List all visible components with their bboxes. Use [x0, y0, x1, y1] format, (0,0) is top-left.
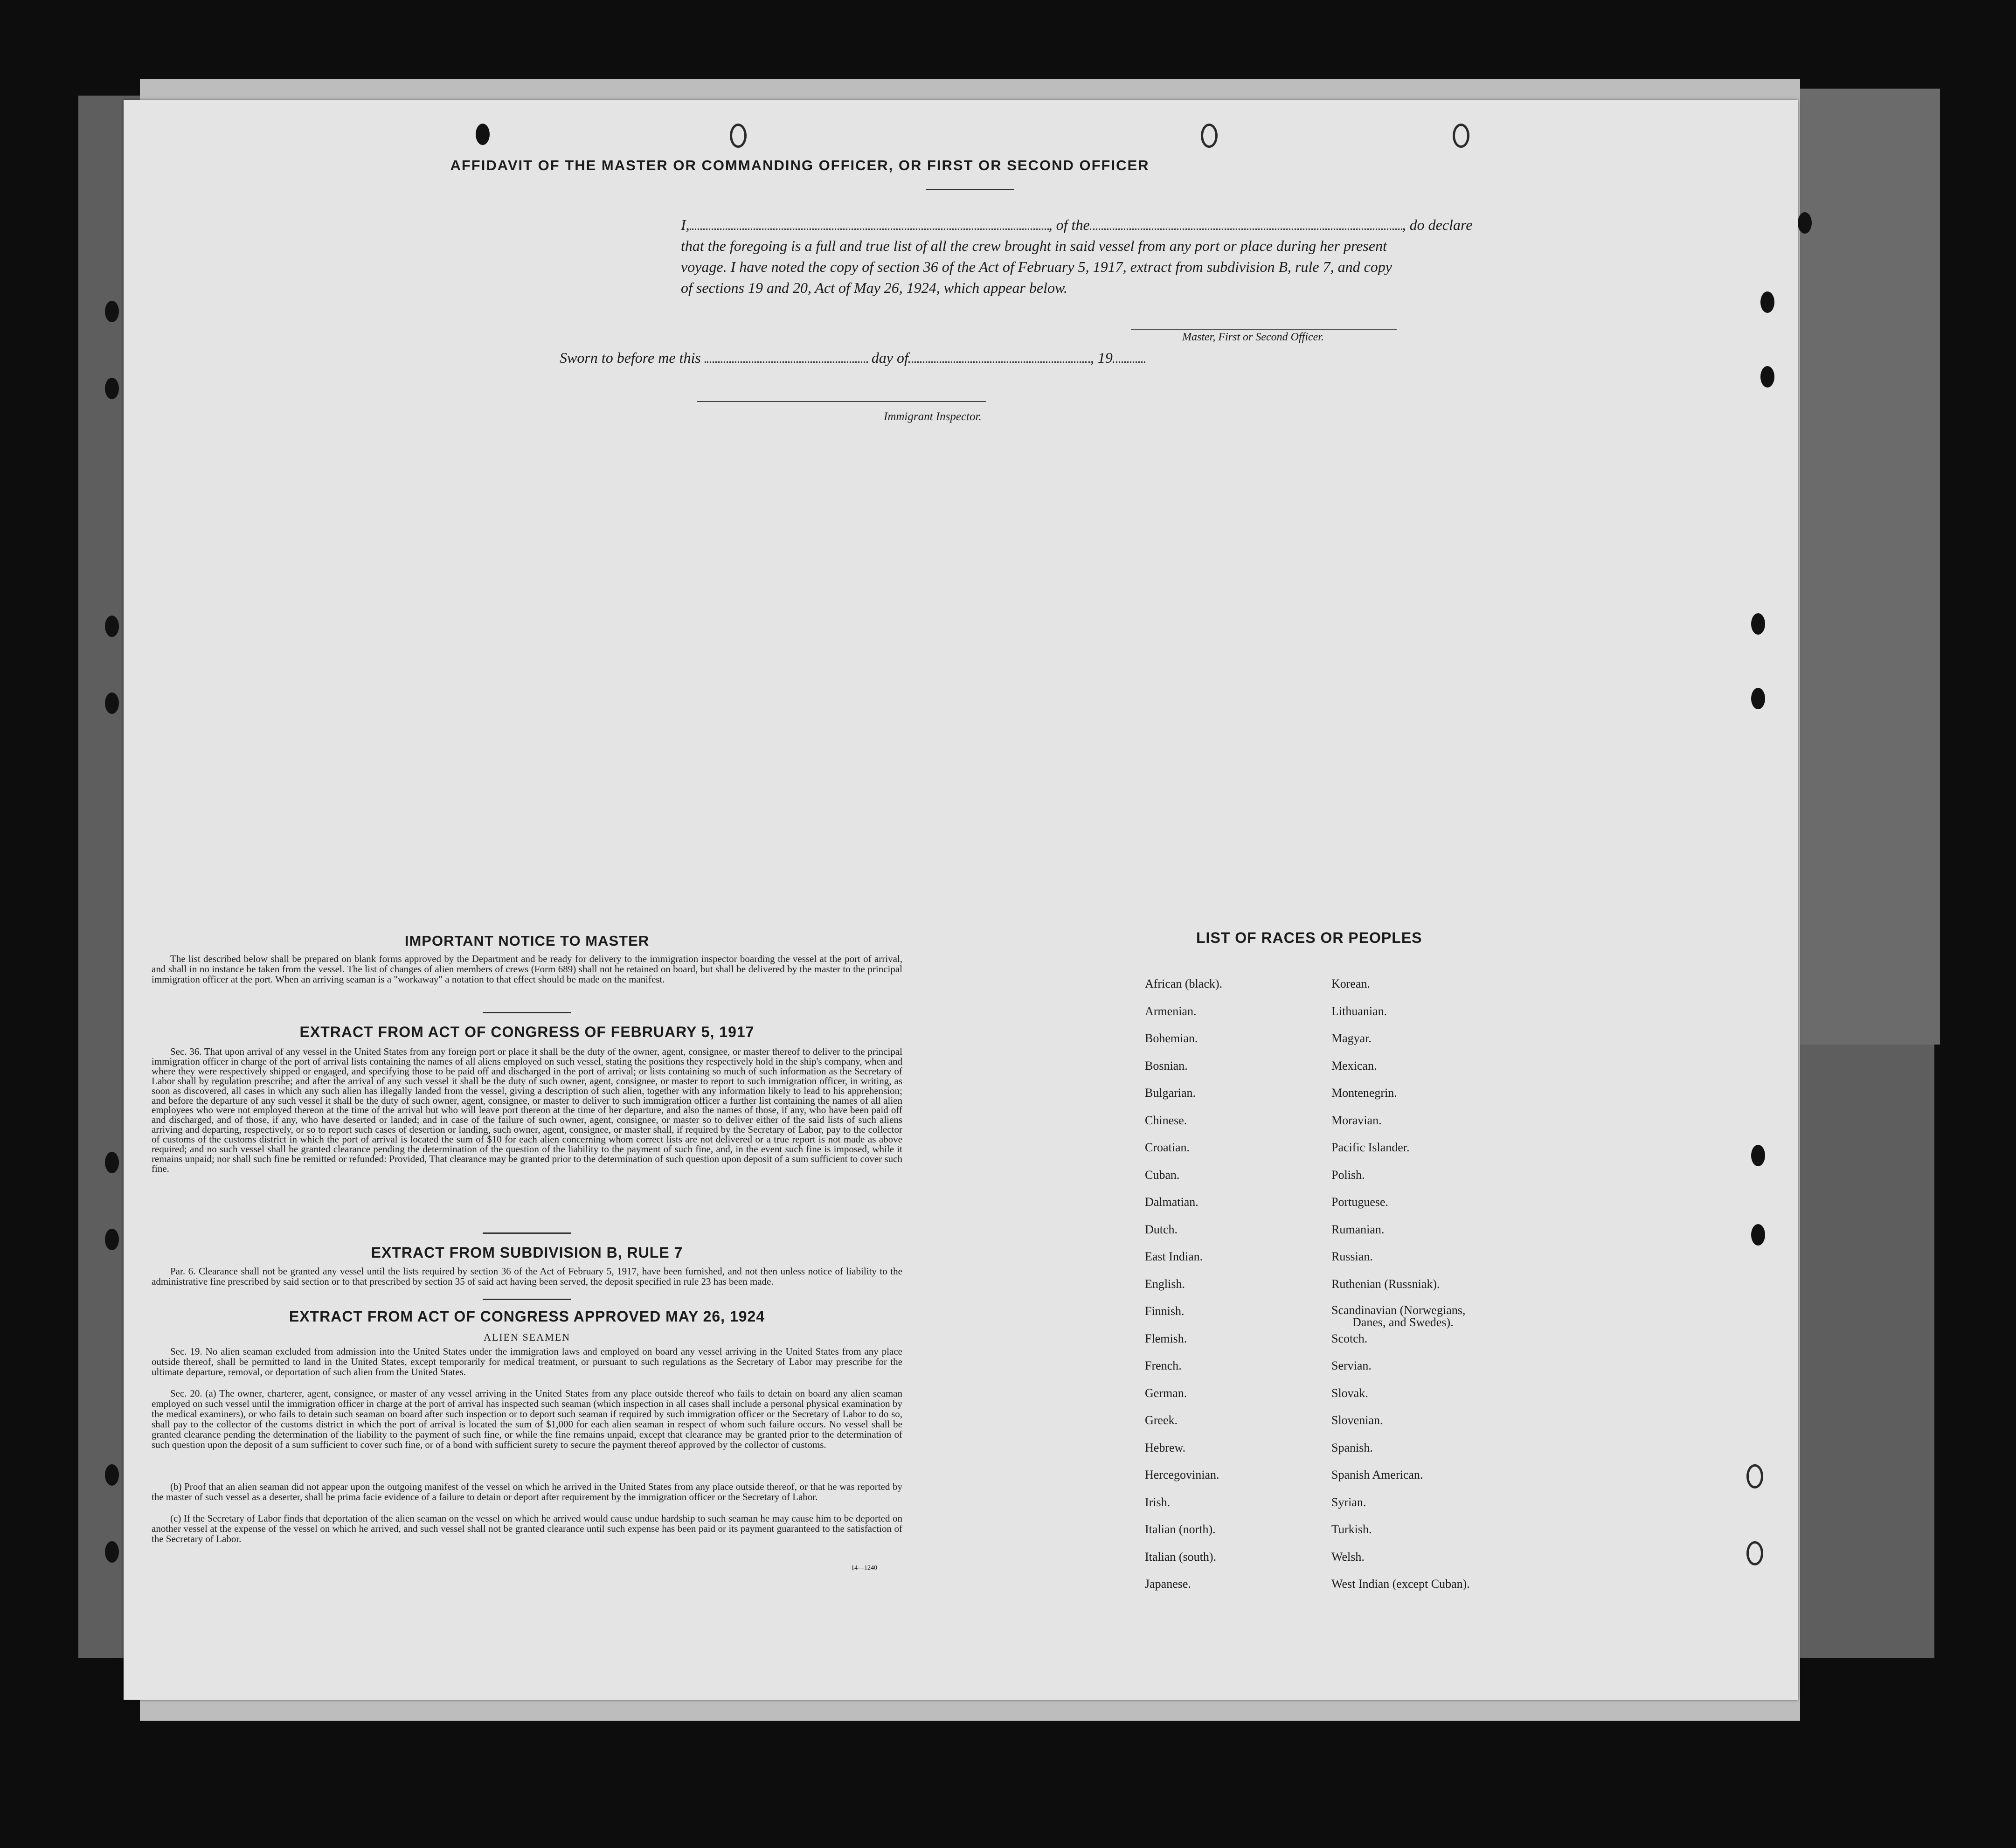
punch-hole-icon	[1746, 1541, 1763, 1565]
affidavit-title-rule	[926, 189, 1014, 190]
punch-hole-icon	[1201, 124, 1218, 148]
punch-hole-icon	[1751, 613, 1765, 635]
race-item: Polish.	[1331, 1168, 1365, 1182]
race-item: Spanish.	[1331, 1440, 1373, 1454]
race-item: Greek.	[1145, 1413, 1178, 1427]
extract-1917-title: EXTRACT FROM ACT OF CONGRESS OF FEBRUARY 5, 1917	[299, 1024, 755, 1040]
extract-1917-rule	[483, 1232, 571, 1234]
race-item: Lithuanian.	[1331, 1004, 1387, 1018]
master-signature-label: Master, First or Second Officer.	[1182, 331, 1324, 343]
notice-text: The list described below shall be prepared on blank forms approved by the Department and be ready for delivery to the immigration inspector boarding the vessel at the port of arrival, and shall in no instance be taken from the vessel. The list of changes of alien members of crews (Form 689) shall not be retained on board, but shall be delivered by the master to the principal immigration officer at the port. When an arriving seaman is a "workaway" a notation to that effect should be made on the manifest.	[152, 953, 902, 985]
race-item: Bulgarian.	[1145, 1086, 1196, 1100]
race-item: East Indian.	[1145, 1250, 1203, 1263]
race-item: Portuguese.	[1331, 1195, 1389, 1209]
race-item: Dalmatian.	[1145, 1195, 1199, 1209]
race-item: Mexican.	[1331, 1059, 1377, 1073]
race-item-line: Scandinavian (Norwegians,	[1331, 1303, 1466, 1317]
race-item: Japanese.	[1145, 1577, 1191, 1591]
affidavit-line-2: that the foregoing is a full and true list of all the crew brought in said vessel from any port or place during her present	[681, 237, 1387, 254]
sworn-year-prefix: , 19	[1090, 349, 1113, 366]
punch-hole-icon	[105, 1229, 119, 1250]
punch-hole-icon	[105, 1152, 119, 1173]
sworn-year-blank[interactable]	[1113, 349, 1145, 363]
sworn-day-of: day of	[871, 349, 908, 366]
punch-hole-icon	[105, 692, 119, 714]
extract-1924-sec20a: Sec. 20. (a) The owner, charterer, agent, consignee, or master of any vessel arriving in the United States from any place outside thereof who fails to detain on board any alien seaman employed on such vessel until the immigration officer in charge at the port of arrival has inspected such seaman (which inspection in all cases shall include a personal physical examination by the medical examiners), or who fails to detain such seaman on board after such inspection or to deport such seaman if required by such immigration officer or the Secretary of Labor to do so, shall pay to the collector of the customs district in which the port of arrival is located the sum of $1,000 for each alien seaman in respect of whom such failure occurs. No vessel shall be granted clearance pending the determination of the liability to the payment of such fine, or while the fine remains unpaid, except that clearance may be granted prior to the determination of such question upon the deposit of a sum sufficient to cover such fine, or of a bond with sufficient surety to secure the payment thereof approved by the collector of customs.	[152, 1388, 902, 1450]
race-item: Armenian.	[1145, 1004, 1197, 1018]
inspector-label: Immigrant Inspector.	[884, 410, 982, 423]
affidavit-title: AFFIDAVIT OF THE MASTER OR COMMANDING OFFICER, OR FIRST OR SECOND OFFICER	[450, 157, 1150, 173]
race-item: Finnish.	[1145, 1304, 1185, 1318]
race-item: Syrian.	[1331, 1495, 1366, 1509]
race-item: French.	[1145, 1359, 1182, 1372]
affidavit-line-4: of sections 19 and 20, Act of May 26, 1924, which appear below.	[681, 279, 1067, 296]
race-item: Magyar.	[1331, 1031, 1372, 1045]
race-item: Spanish American.	[1331, 1468, 1423, 1481]
punch-hole-icon	[1453, 124, 1469, 148]
race-item: Dutch.	[1145, 1222, 1178, 1236]
race-item: West Indian (except Cuban).	[1331, 1577, 1470, 1591]
extract-rule7-title: EXTRACT FROM SUBDIVISION B, RULE 7	[371, 1244, 683, 1261]
punch-hole-icon	[1751, 1224, 1765, 1246]
race-item: Montenegrin.	[1331, 1086, 1397, 1100]
punch-hole-icon	[105, 1464, 119, 1486]
races-title: LIST OF RACES OR PEOPLES	[1196, 929, 1422, 946]
extract-1924-subtitle: ALIEN SEAMEN	[484, 1331, 570, 1343]
race-item-line: Danes, and Swedes).	[1352, 1315, 1454, 1329]
inspector-signature-line[interactable]	[697, 401, 986, 402]
race-item: Bohemian.	[1145, 1031, 1198, 1045]
race-item-scandinavian	[1331, 1304, 1593, 1332]
punch-hole-icon	[105, 301, 119, 322]
race-item: Scotch.	[1331, 1331, 1368, 1345]
extract-1924-sec20b: (b) Proof that an alien seaman did not appear upon the outgoing manifest of the vessel on which he arrived in the United States from any place outside thereof, or that he was reported by the master of such vessel as a deserter, shall be prima facie evidence of a failure to detain or deport after requirement by the immigration officer or the Secretary of Labor.	[152, 1481, 902, 1502]
race-item: English.	[1145, 1277, 1185, 1291]
race-item: Irish.	[1145, 1495, 1171, 1509]
extract-1917-text: Sec. 36. That upon arrival of any vessel in the United States from any foreign port or place it shall be the duty of the owner, agent, consignee, or master thereof to deliver to the principal immigration officer in charge of the port of arrival lists containing the names of all aliens employed on such vessel, stating the positions they respectively hold in the ship's company, when and where they were respectively shipped or engaged, and specifying those to be paid off and discharged in the port of arrival; or lists containing so much of such information as the Secretary of Labor shall by regulation prescribe; and after the arrival of any such vessel it shall be the duty of such owner, agent, consignee, or master to report to such immigration officer, in writing, as soon as discovered, all cases in which any such alien has illegally landed from the vessel, giving a description of such alien, together with any information likely to lead to his apprehension; and before the departure of any such vessel it shall be the duty of such owner, agent, consignee, or master to deliver to such immigration officer a further list containing the names of all alien employees who were not employed thereon at the time of the arrival but who will leave port thereon at the time of her departure, and also the names of those, if any, who have been paid off and discharged, and of those, if any, who have deserted or landed; and in case of the failure of such owner, agent, consignee, or master so to deliver either of the said lists of such aliens arriving and departing, respectively, or so to report such cases of desertion or landing, such owner, agent, consignee, or master shall, if required by the Secretary of Labor, pay to the collector of customs of the customs district in which the port of arrival is located the sum of $10 for each alien concerning whom correct lists are not delivered or a true report is not made as above required; and no such vessel shall be granted clearance pending the determination of the question of the liability to the payment of such fine, and, in the event such fine is imposed, while it remains unpaid; nor shall such fine be remitted or refunded: Provided, That clearance may be granted prior to the determination of such question upon deposit of a sum sufficient to cover such fine.	[152, 1046, 902, 1174]
sworn-day-blank[interactable]	[705, 349, 868, 363]
race-item: Welsh.	[1331, 1550, 1365, 1564]
race-item: German.	[1145, 1386, 1187, 1400]
race-item: Italian (south).	[1145, 1550, 1217, 1564]
form-code: 14—1240	[851, 1564, 877, 1571]
extract-1924-sec19: Sec. 19. No alien seaman excluded from admission into the United States under the immigration laws and employed on board any vessel arriving in the United States from any place outside thereof, shall be permitted to land in the United States, except temporarily for medical treatment, or pursuant to such regulations as the Secretary of Labor may prescribe for the ultimate departure, removal, or deportation of such alien from the United States.	[152, 1346, 902, 1377]
punch-hole-icon	[1751, 1145, 1765, 1166]
punch-hole-icon	[476, 124, 490, 145]
race-item: Slovak.	[1331, 1386, 1368, 1400]
race-item: Chinese.	[1145, 1113, 1187, 1127]
punch-hole-icon	[105, 378, 119, 399]
affidavit-declare: , do declare	[1402, 216, 1473, 233]
race-item: Moravian.	[1331, 1113, 1382, 1127]
extract-1924-title: EXTRACT FROM ACT OF CONGRESS APPROVED MAY 26, 1924	[289, 1308, 765, 1325]
races-column-1	[1145, 977, 1322, 1605]
race-item: Hebrew.	[1145, 1440, 1186, 1454]
extract-rule7-text: Par. 6. Clearance shall not be granted any vessel until the lists required by section 36 of the Act of February 5, 1917, have been furnished, and not then unless notice of liability to the administrative fine prescribed by said section or to that prescribed by section 35 of said act having been served, the deposit specified in rule 23 has been made.	[152, 1266, 902, 1287]
race-item: Ruthenian (Russniak).	[1331, 1277, 1440, 1291]
affidavit-line-1	[681, 215, 1472, 235]
punch-hole-icon	[105, 1541, 119, 1563]
race-item: Flemish.	[1145, 1331, 1187, 1345]
affidavit-of-the: , of the	[1048, 216, 1090, 233]
name-blank[interactable]	[690, 216, 1049, 230]
race-item: African (black).	[1145, 977, 1223, 990]
master-signature-line[interactable]	[1131, 329, 1397, 330]
race-item: Turkish.	[1331, 1523, 1372, 1536]
affidavit-i: I,	[681, 216, 690, 233]
race-item: Croatian.	[1145, 1141, 1190, 1154]
race-item: Russian.	[1331, 1250, 1373, 1263]
document-page	[124, 100, 1798, 1700]
vessel-blank[interactable]	[1090, 216, 1402, 230]
sworn-month-blank[interactable]	[908, 349, 1090, 363]
race-item: Hercegovinian.	[1145, 1468, 1219, 1481]
extract-rule7-rule	[483, 1299, 571, 1300]
race-item: Italian (north).	[1145, 1523, 1216, 1536]
race-item: Pacific Islander.	[1331, 1141, 1410, 1154]
race-item: Rumanian.	[1331, 1222, 1385, 1236]
punch-hole-icon	[730, 124, 747, 148]
punch-hole-icon	[1798, 212, 1812, 234]
punch-hole-icon	[1751, 688, 1765, 709]
sworn-text: Sworn to before me this	[560, 349, 701, 366]
races-column-2	[1331, 977, 1593, 1605]
notice-rule	[483, 1012, 571, 1013]
affidavit-line-3: voyage. I have noted the copy of section 36 of the Act of February 5, 1917, extract from subdivision B, rule 7, and copy	[681, 258, 1392, 275]
race-item: Bosnian.	[1145, 1059, 1188, 1073]
notice-title: IMPORTANT NOTICE TO MASTER	[404, 933, 650, 949]
punch-hole-icon	[1760, 291, 1774, 313]
race-item: Servian.	[1331, 1359, 1372, 1372]
sworn-line	[560, 347, 1145, 368]
punch-hole-icon	[1746, 1464, 1763, 1488]
punch-hole-icon	[105, 616, 119, 637]
race-item: Korean.	[1331, 977, 1371, 990]
punch-hole-icon	[1760, 366, 1774, 388]
extract-1924-sec20c: (c) If the Secretary of Labor finds that deportation of the alien seaman on the vessel on which he arrived would cause undue hardship to such seaman he may cause him to be deported on another vessel at the expense of the vessel on which he arrived, and such vessel shall not be granted clearance until such expense has been paid or its payment guaranteed to the satisfaction of the Secretary of Labor.	[152, 1513, 902, 1544]
race-item: Cuban.	[1145, 1168, 1180, 1182]
race-item: Slovenian.	[1331, 1413, 1383, 1427]
